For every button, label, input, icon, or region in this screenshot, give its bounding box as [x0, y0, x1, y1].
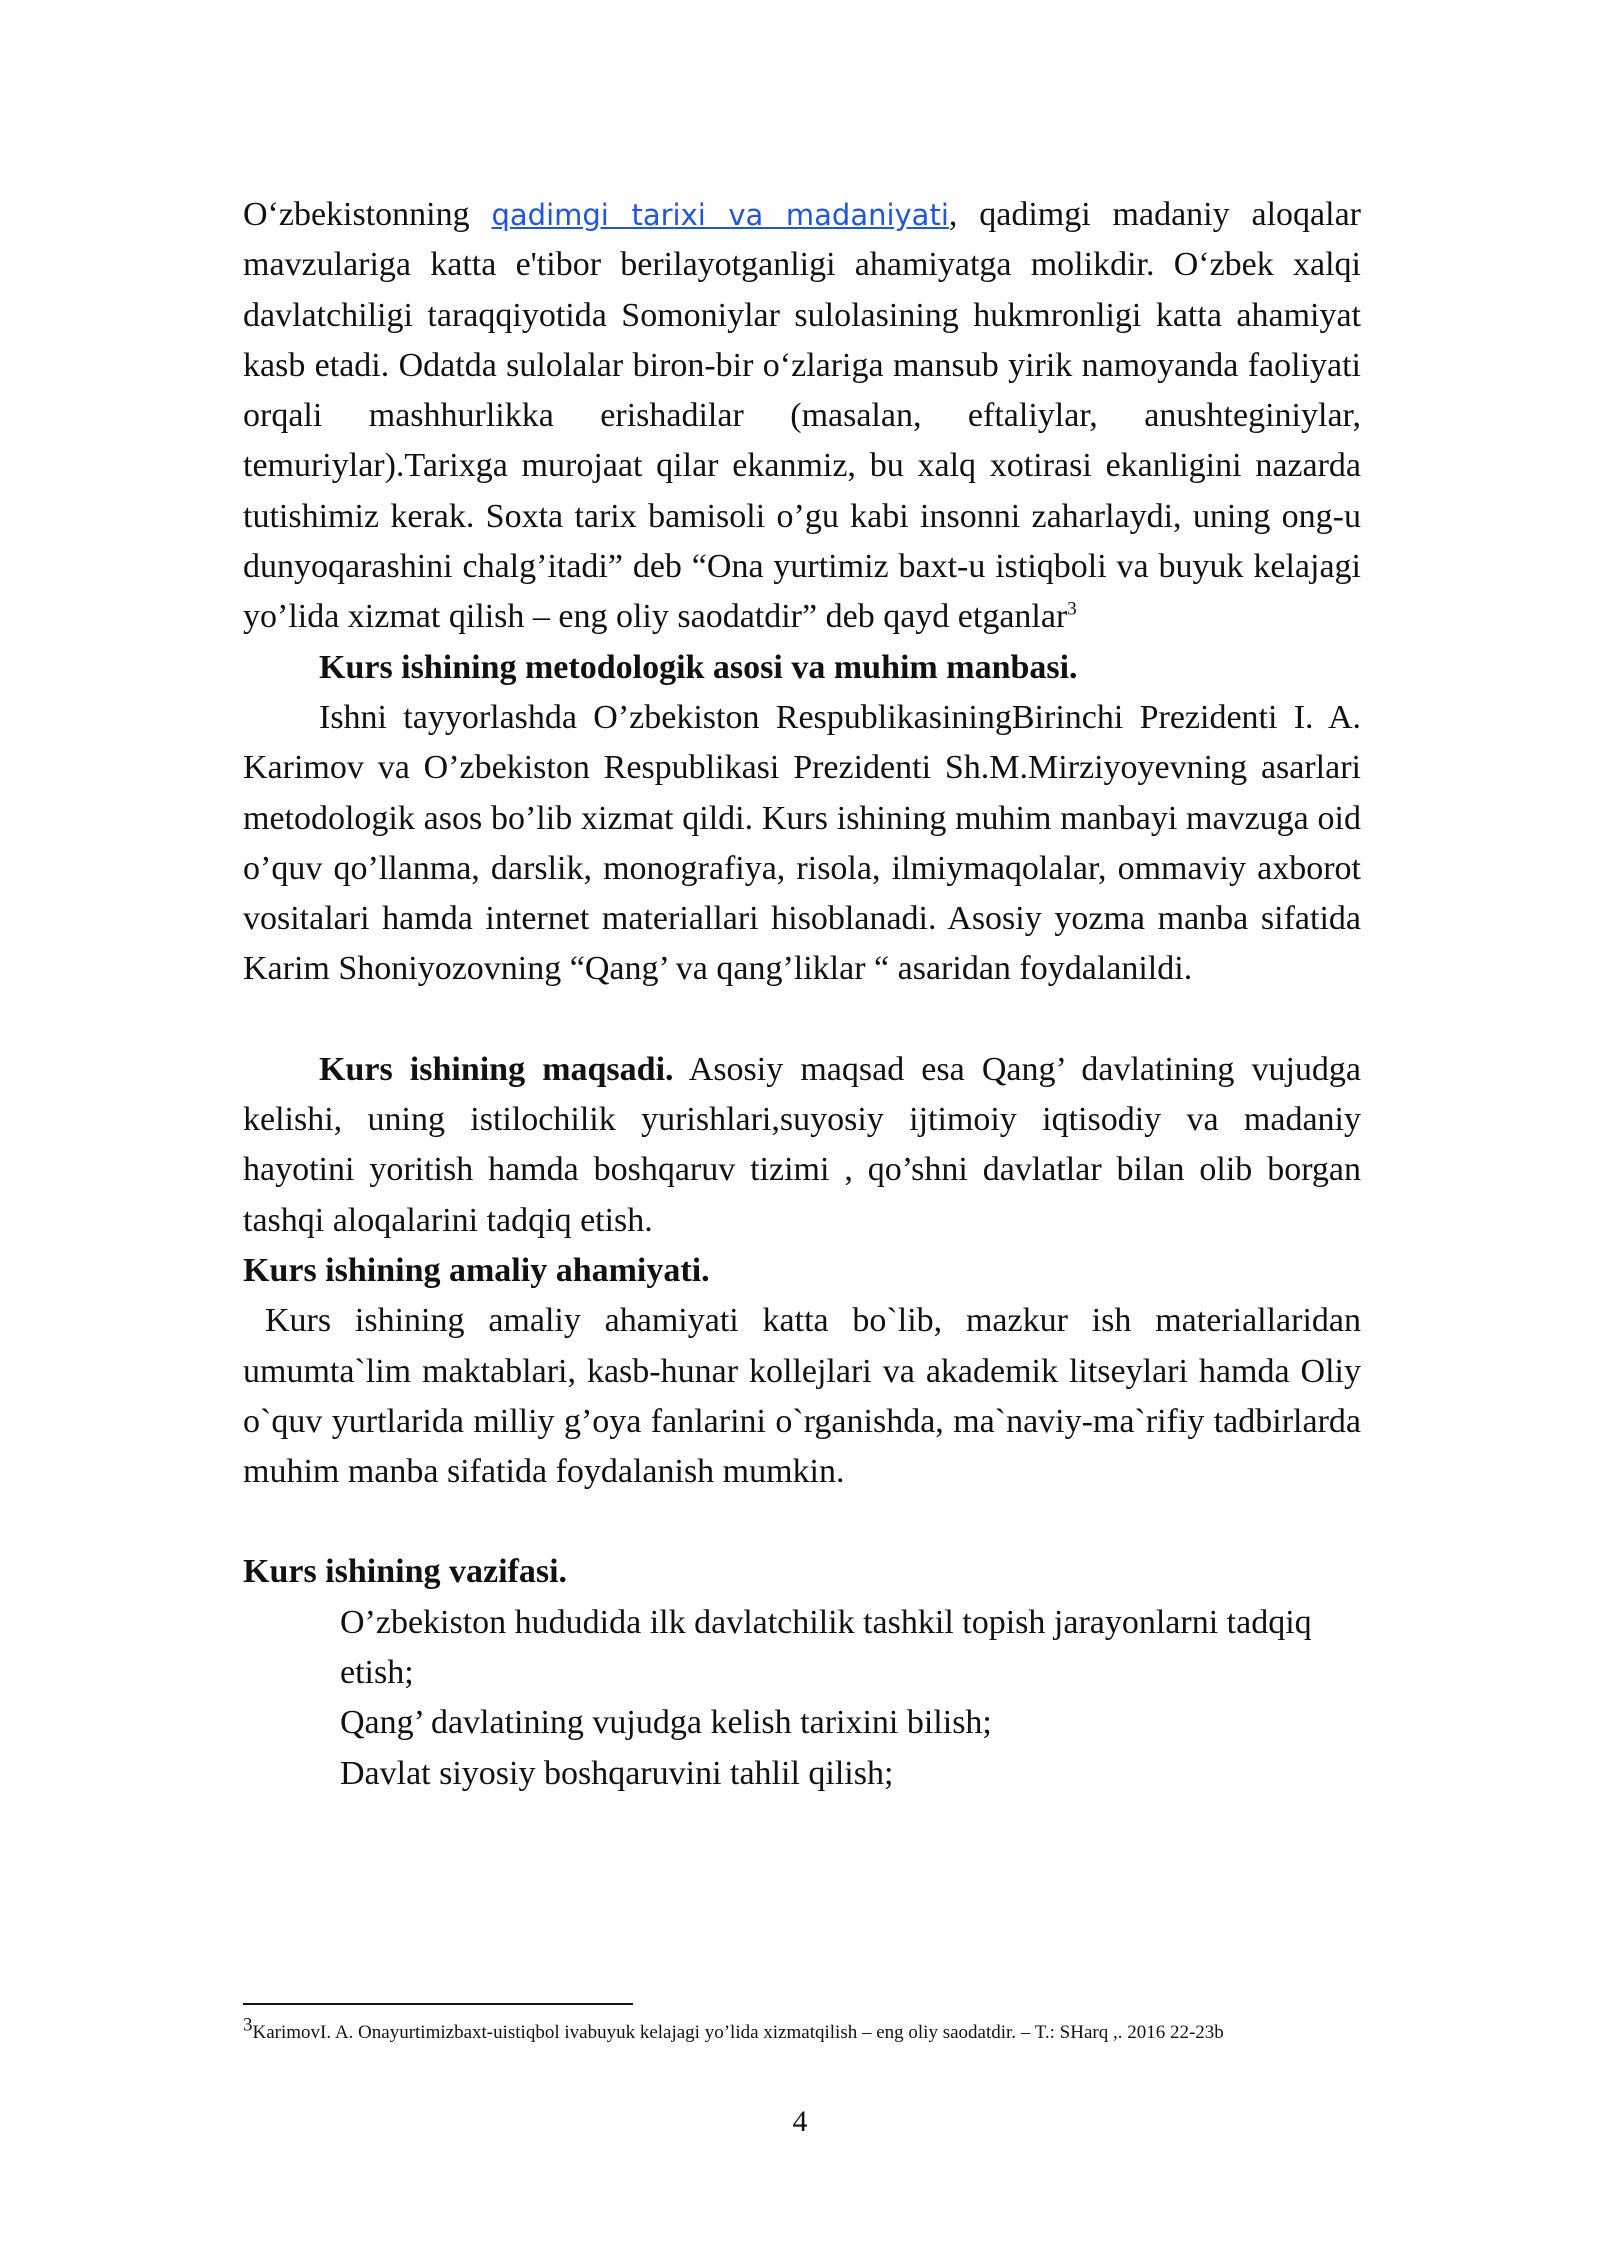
- tasks-list: [340, 1598, 1361, 1799]
- methodology-paragraph: Ishni tayyorlashda O’zbekiston RespublikasiningBirinchi Prezidenti I. A. Karimov va O’zbekiston Respublikasi Prezidenti Sh.M.Mirziyoyevning asarlari metodologik asos bo’lib xizmat qildi. Kurs ishining muhim manbayi mavzuga oid o’quv qo’llanma, darslik, monografiya, risola, ilmiymaqolalar, ommaviy axborot vositalari hamda internet materiallari hisoblanadi. Asosiy yozma manba sifatida Karim Shoniyozovning “Qang’ va qang’liklar “ asaridan foydalanildi.: [243, 698, 1361, 988]
- history-culture-link[interactable]: qadimgi tarixi va madaniyati: [491, 198, 949, 232]
- purpose-heading: Kurs ishining maqsadi.: [319, 1050, 674, 1088]
- footnote-number: 3: [243, 2014, 253, 2036]
- task-item: O’zbekiston hududida ilk davlatchilik tashkil topish jarayonlarni tadqiq etish;: [340, 1603, 1312, 1692]
- intro-text-rest: , qadimgi madaniy aloqalar mavzulariga katta e'tibor berilayotganligi ahamiyatga molikdir. O‘zbek xalqi davlatchiligi taraqqiyotida Somoniylar sulolasining hukmronligi katta ahamiyat kasb etadi. Odatda sulolalar biron-bir o‘zlariga mansub yirik namoyanda faoliyati orqali mashhurlikka erishadilar (masalan, eftaliylar, anushteginiylar, temuriylar).Tarixga murojaat qilar ekanmiz, bu xalq xotirasi ekanligini nazarda tutishimiz kerak. Soxta tarix bamisoli o’gu kabi insonni zaharlaydi, uning ong-u dunyoqarashini chalg’itadi” deb “Ona yurtimiz baxt-u istiqboli va buyuk kelajagi yo’lida xizmat qilish – eng oliy saodatdir” deb qayd etganlar: [243, 196, 1361, 636]
- task-item: Qang’ davlatining vujudga kelish tarixini bilish;: [340, 1704, 992, 1742]
- practical-paragraph: Kurs ishining amaliy ahamiyati katta bo`lib, mazkur ish materiallaridan umumta`lim maktablari, kasb-hunar kollejlari va akademik litseylari hamda Oliy o`quv yurtlarida milliy g’oya fanlarini o`rganishda, ma`naviy-ma`rifiy tadbirlarda muhim manba sifatida foydalanish mumkin.: [243, 1302, 1361, 1491]
- purpose-text: Asosiy maqsad esa Qang’ davlatining vujudga kelishi, uning istilochilik yurishlari,suyosiy ijtimoiy iqtisodiy va madaniy hayotini yoritish hamda boshqaruv tizimi , qo’shni davlatlar bilan olib borgan tashqi aloqalarini tadqiq etish.: [243, 1050, 1362, 1239]
- practical-heading: Kurs ishining amaliy ahamiyati.: [243, 1251, 710, 1289]
- page-number: 4: [792, 2105, 808, 2138]
- footnote-separator: [243, 2003, 633, 2005]
- intro-paragraph: [243, 190, 1361, 643]
- footnote-text: KarimovI. A. Onayurtimizbaxt-uistiqbol ivabuyuk kelajagi yo’lida xizmatqilish – eng oliy saodatdir. – T.: SHarq ,. 2016 22-23b: [252, 2022, 1224, 2043]
- paragraph-gap: [243, 1497, 1361, 1547]
- task-item: Davlat siyosiy boshqaruvini tahlil qilish;: [340, 1754, 894, 1792]
- purpose-paragraph: [243, 1045, 1361, 1246]
- methodology-heading: Kurs ishining metodologik asosi va muhim manbasi.: [319, 648, 1078, 686]
- footnote-reference[interactable]: 3: [1067, 599, 1077, 621]
- paragraph-gap: [243, 995, 1361, 1045]
- footnote: [243, 2014, 1361, 2048]
- document-body: [243, 190, 1361, 1799]
- tasks-heading: Kurs ishining vazifasi.: [243, 1553, 568, 1591]
- intro-text-start: O‘zbekistonning: [243, 196, 492, 233]
